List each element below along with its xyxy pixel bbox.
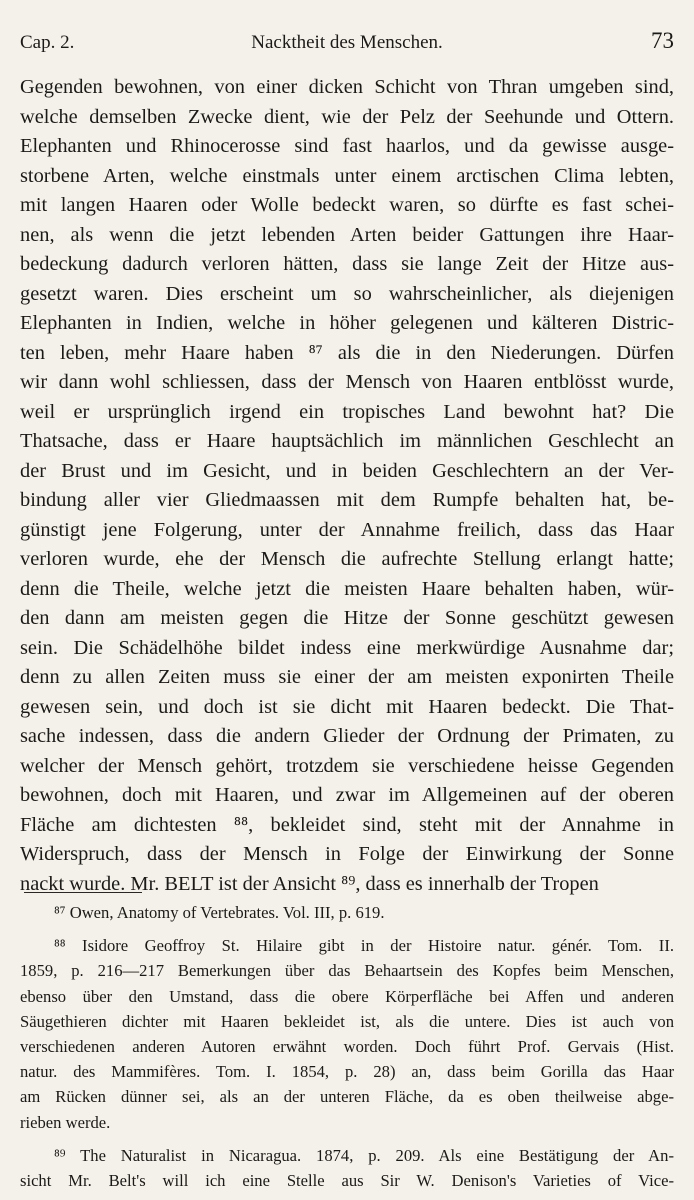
body-line: ten leben, mehr Haare haben ⁸⁷ als die in den Niederungen. Dürfen (20, 341, 674, 364)
body-line: welche demselben Zwecke dient, wie der Pelz der Seehunde und Ottern. (20, 105, 674, 128)
body-line: wir dann wohl schliessen, dass der Mensch von Haaren entblösst wurde, (20, 371, 674, 393)
footnote-line: verschiedenen anderen Autoren erwähnt worden. Doch führt Prof. Gervais (Hist. (20, 1036, 674, 1056)
body-line: Gegenden bewohnen, von einer dicken Schicht von Thran umgeben sind, (20, 76, 674, 98)
body-line: denn die Theile, welche jetzt die meisten Haare behalten haben, wür- (20, 577, 674, 600)
body-line: sein. Die Schädelhöhe bildet indess eine merkwürdige Ausnahme dar; (20, 636, 674, 659)
footnote-87: ⁸⁷ Owen, Anatomy of Vertebrates. Vol. III, p. 619. (54, 903, 385, 922)
footnote-rule (24, 892, 142, 893)
body-line: nackt wurde. Mr. BELT ist der Ansicht ⁸⁹, dass es innerhalb der Tropen (20, 872, 599, 895)
body-line: Elephanten und Rhinocerosse sind fast haarlos, und da gewisse ausge- (20, 135, 674, 157)
page-number: 73 (651, 28, 674, 53)
body-line: weil er ursprünglich irgend ein tropisches Land bewohnt hat? Die (20, 400, 674, 423)
body-line: bewohnen, doch mit Haaren, und zwar im Allgemeinen auf der oberen (20, 784, 674, 806)
body-text (20, 73, 674, 899)
running-title: Nacktheit des Menschen. (251, 32, 443, 53)
body-line: sache indessen, dass die andern Glieder der Ordnung der Primaten, zu (20, 725, 674, 747)
footnote-line: natur. des Mammifères. Tom. I. 1854, p. 28) an, dass beim Gorilla das Haar (20, 1062, 674, 1082)
body-line: storbene Arten, welche einstmals unter einem arctischen Clima lebten, (20, 164, 674, 187)
body-line: bedeckung dadurch verloren hätten, dass sie lange Zeit der Hitze aus- (20, 253, 674, 275)
footnote-line: Säugethieren dichter mit Haaren bekleidet ist, als die untere. Dies ist auch von (20, 1011, 674, 1031)
body-line: verloren wurde, ehe der Mensch die aufrechte Stellung erlangt hatte; (20, 548, 674, 570)
body-line: welcher der Mensch gehört, trotzdem sie verschiedene heisse Gegenden (20, 754, 674, 777)
footnote-line: am Rücken dünner sei, als an der unteren Fläche, da es oben theilweise abge- (20, 1087, 674, 1107)
chapter-label: Cap. 2. (20, 32, 75, 53)
footnote-89: ⁸⁹ The Naturalist in Nicaragua. 1874, p. 209. Als eine Bestätigung der An- (54, 1145, 674, 1165)
body-line: günstigt jene Folgerung, unter der Annahme freilich, dass das Haar (20, 518, 674, 541)
footnote-88: ⁸⁸ Isidore Geoffroy St. Hilaire gibt in der Histoire natur. génér. Tom. II. (54, 936, 674, 956)
body-line: bindung aller vier Gliedmaassen mit dem Rumpfe behalten hat, be- (20, 489, 674, 511)
footnote-line: 1859, p. 216—217 Bemerkungen über das Behaartsein des Kopfes beim Menschen, (20, 961, 674, 981)
body-line: den dann am meisten gegen die Hitze der Sonne geschützt gewesen (20, 607, 674, 629)
body-line: gewesen sein, und doch ist sie dicht mit Haaren bedeckt. Die That- (20, 695, 674, 718)
footnote-line: ebenso über den Umstand, dass die obere Körperfläche bei Affen und anderen (20, 986, 674, 1006)
running-header (20, 26, 674, 56)
body-line: nen, als wenn die jetzt lebenden Arten beider Gattungen ihre Haar- (20, 223, 674, 246)
footnotes (20, 900, 674, 1193)
footnote-line: sicht Mr. Belt's will ich eine Stelle aus Sir W. Denison's Varieties of Vice- (20, 1170, 674, 1190)
body-line: Elephanten in Indien, welche in höher gelegenen und kälteren Distric- (20, 312, 674, 334)
body-line: Thatsache, dass er Haare hauptsächlich im männlichen Geschlecht an (20, 430, 674, 452)
footnote-line: rieben werde. (20, 1112, 111, 1132)
body-line: gesetzt waren. Dies erscheint um so wahrscheinlicher, als diejenigen (20, 282, 674, 305)
body-line: mit langen Haaren oder Wolle bedeckt waren, so dürfte es fast schei- (20, 194, 674, 216)
body-line: denn zu allen Zeiten muss sie einer der am meisten exponirten Theile (20, 666, 674, 688)
body-line: Fläche am dichtesten ⁸⁸, bekleidet sind, steht mit der Annahme in (20, 813, 674, 836)
body-line: der Brust und im Gesicht, und in beiden Geschlechtern an der Ver- (20, 459, 674, 482)
body-line: Widerspruch, dass der Mensch in Folge der Einwirkung der Sonne (20, 843, 674, 865)
